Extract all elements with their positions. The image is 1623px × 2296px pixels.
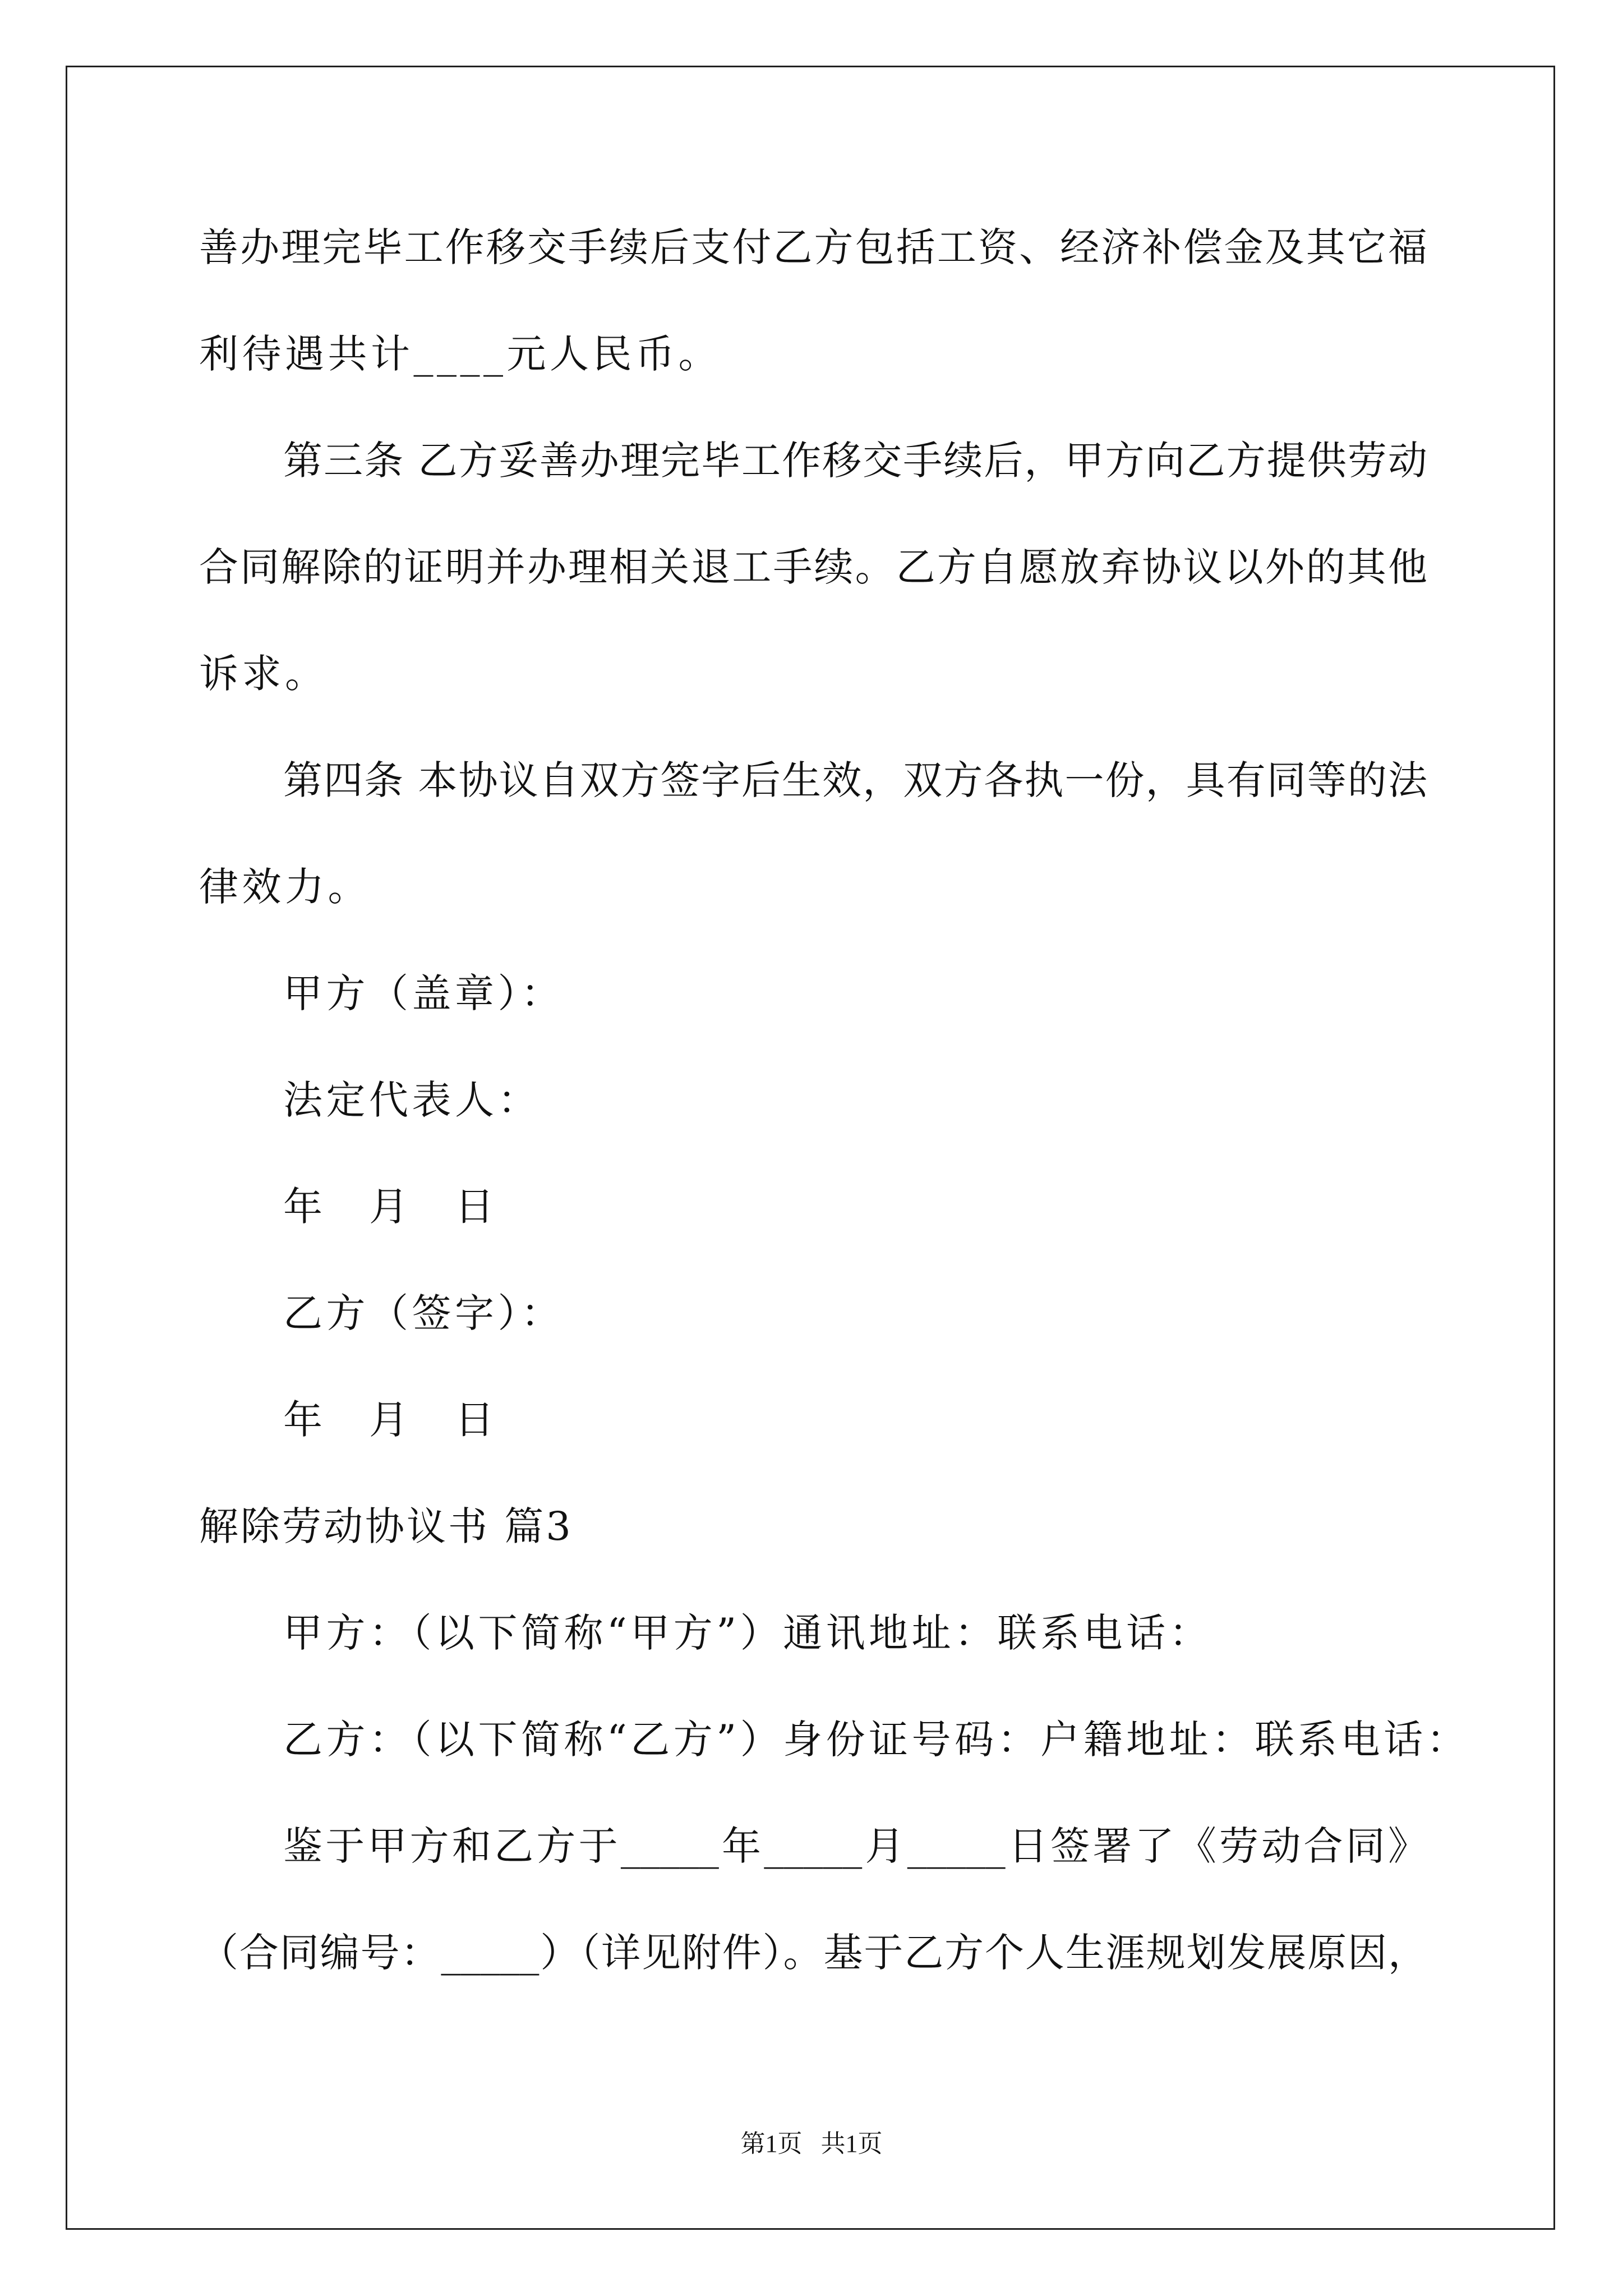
- body-line: 合同解除的证明并办理相关退工手续。乙方自愿放弃协议以外的其他: [199, 544, 1427, 590]
- clause-4-line: 第四条 本协议自双方签字后生效，双方各执一份，具有同等的法: [283, 757, 1427, 803]
- body-line: （合同编号：_____）（详见附件）。基于乙方个人生涯规划发展原因，: [199, 1930, 1427, 1976]
- body-line: 利待遇共计____元人民币。: [199, 331, 721, 377]
- legal-representative-line: 法定代表人：: [283, 1077, 541, 1123]
- date-line: 年 月 日: [283, 1397, 498, 1443]
- body-line: 善办理完毕工作移交手续后支付乙方包括工资、经济补偿金及其它福: [199, 224, 1427, 270]
- body-line: 鉴于甲方和乙方于_____年_____月_____日签署了《劳动合同》: [283, 1823, 1427, 1869]
- party-b-signature-line: 乙方（签字）：: [283, 1290, 564, 1336]
- party-a-info-line: 甲方：（以下简称“甲方”）通讯地址：联系电话：: [283, 1610, 1212, 1656]
- page-number-footer: 第1页 共1页: [740, 2130, 883, 2157]
- party-a-seal-line: 甲方（盖章）：: [283, 970, 564, 1016]
- body-line: 律效力。: [199, 864, 371, 910]
- date-line: 年 月 日: [283, 1184, 498, 1230]
- page-frame: [66, 66, 1555, 2230]
- body-line: 诉求。: [199, 651, 328, 697]
- party-b-info-line: 乙方：（以下简称“乙方”）身份证号码：户籍地址：联系电话：: [283, 1717, 1470, 1763]
- clause-3-line: 第三条 乙方妥善办理完毕工作移交手续后，甲方向乙方提供劳动: [283, 438, 1427, 484]
- section-heading: 解除劳动协议书 篇3: [199, 1503, 573, 1549]
